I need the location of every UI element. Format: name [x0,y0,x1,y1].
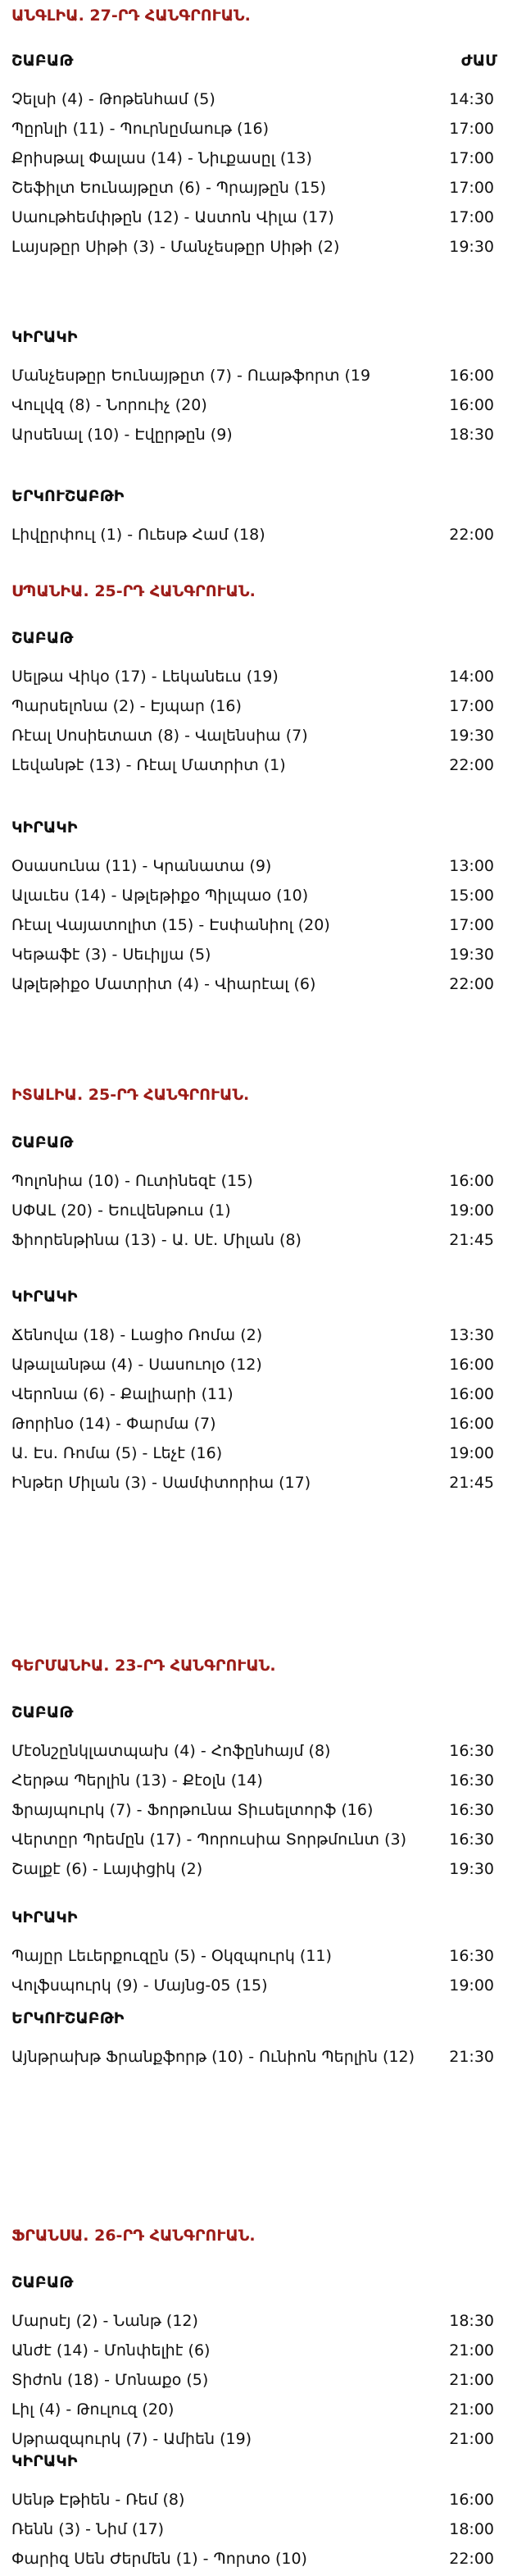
match-row [11,1771,494,1798]
day-label: ԵՐԿՈՒՇԱԲԹԻ [11,487,125,505]
match-time: 21:00 [449,2341,494,2359]
match-teams: Պոլոնիա (10) - Ուտինեզէ (15) [11,1172,253,1190]
match-teams: Ինթեր Միլան (3) - Սամփտորիա (17) [11,1474,311,1492]
match-teams: Ռէալ Սոսիետատ (8) - Վալենսիա (7) [11,727,308,745]
match-row [11,2491,494,2517]
match-time: 21:45 [449,1474,494,1492]
match-time: 21:00 [449,2400,494,2419]
match-time: 22:00 [449,975,494,993]
match-time: 16:30 [449,1831,494,1849]
match-row [11,1201,494,1228]
match-teams: Պայըր Լեւերքուզըն (5) - Օկզպուրկ (11) [11,1947,332,1965]
match-teams: Սթրազպուրկ (7) - Ամիեն (19) [11,2430,252,2448]
match-teams: Տիժոն (18) - Մոնաքօ (5) [11,2371,209,2389]
match-teams: Վոլֆսպուրկ (9) - Մայնց-05 (15) [11,1976,268,1995]
match-row [11,1444,494,1470]
match-time: 17:00 [449,179,494,197]
day-label: ԿԻՐԱԿԻ [11,1288,78,1306]
match-teams: Հերթա Պերլին (13) - Քէօլն (14) [11,1771,263,1790]
day-label: ՇԱԲԱԹ [11,2273,74,2291]
match-teams: Լեվանթէ (13) - Ռէալ Մատրիտ (1) [11,756,286,774]
match-time: 18:30 [449,2312,494,2330]
match-teams: Քրիսթալ Փալաս (14) - Նիւքասըլ (13) [11,149,312,167]
match-time: 19:00 [449,1444,494,1462]
match-row [11,756,494,782]
match-teams: Թորինօ (14) - Փարմա (7) [11,1415,216,1433]
match-row [11,179,494,205]
match-teams: Պարսելոնա (2) - Էյպար (16) [11,697,242,715]
match-row [11,396,494,422]
match-row [11,2048,494,2074]
match-teams: Լիլ (4) - Թուլուզ (20) [11,2400,175,2419]
match-row [11,2550,494,2576]
match-time: 17:00 [449,208,494,226]
match-time: 18:30 [449,426,494,444]
match-time: 17:00 [449,120,494,138]
match-time: 16:30 [449,1947,494,1965]
match-teams: Պըրնլի (11) - Պուրնըմաութ (16) [11,120,270,138]
match-time: 13:00 [449,857,494,875]
match-time: 16:00 [449,1385,494,1403]
match-time: 19:00 [449,1201,494,1220]
day-label: ԿԻՐԱԿԻ [11,1908,78,1926]
match-teams: Աթալանթա (4) - Սասուոլօ (12) [11,1356,262,1374]
match-row [11,90,494,116]
match-teams: Ռենն (3) - Նիմ (17) [11,2520,165,2538]
match-time: 19:00 [449,1976,494,1995]
match-row [11,1326,494,1352]
match-row [11,1474,494,1500]
match-teams: Սաութհեմփթըն (12) - Աստոն Վիլա (17) [11,208,334,226]
match-time: 15:00 [449,887,494,905]
match-teams: Մէօնշընկլատպախ (4) - Հոֆընհայմ (8) [11,1742,331,1760]
match-time: 16:30 [449,1771,494,1790]
match-row [11,916,494,942]
match-teams: Սենթ Էթիեն - Ռեմ (8) [11,2491,185,2509]
match-row [11,238,494,264]
match-time: 17:00 [449,916,494,934]
league-title: ԱՆԳԼԻԱ. 27-ՐԴ ՀԱՆԳՐՈՒԱՆ. [11,7,251,25]
match-row [11,946,494,972]
match-time: 16:00 [449,367,494,385]
time-column-header: ԺԱՄ [460,52,497,70]
match-row [11,1860,494,1886]
match-row [11,1742,494,1768]
day-label: ԵՐԿՈՒՇԱԲԹԻ [11,2009,125,2027]
match-row [11,526,494,552]
match-row [11,2400,494,2427]
match-time: 22:00 [449,2550,494,2568]
match-row [11,426,494,452]
match-time: 16:30 [449,1801,494,1819]
match-time: 21:00 [449,2371,494,2389]
league-title: ՍՊԱՆԻԱ. 25-ՐԴ ՀԱՆԳՐՈՒԱՆ. [11,582,256,600]
match-row [11,1831,494,1857]
day-label: ՇԱԲԱԹ [11,1133,74,1151]
match-row [11,1231,494,1257]
match-teams: Լիվըրփուլ (1) - Ուեսթ Համ (18) [11,526,265,544]
match-row [11,697,494,723]
match-teams: Անժէ (14) - Մոնփելիէ (6) [11,2341,211,2359]
match-teams: ՍՓԱԼ (20) - Եուվենթուս (1) [11,1201,231,1220]
match-teams: Վուլվզ (8) - Նորուիչ (20) [11,396,207,414]
match-row [11,1356,494,1382]
match-row [11,367,494,393]
match-teams: Ճենովա (18) - Լացիօ Ռոմա (2) [11,1326,263,1344]
league-title: ԳԵՐՄԱՆԻԱ. 23-ՐԴ ՀԱՆԳՐՈՒԱՆ. [11,1657,276,1675]
day-label: ԿԻՐԱԿԻ [11,818,78,837]
match-teams: Ֆիորենթինա (13) - Ա. Սէ. Միլան (8) [11,1231,302,1249]
match-row [11,208,494,235]
match-time: 16:00 [449,2491,494,2509]
match-teams: Աթլեթիքօ Մատրիտ (4) - Վիարէալ (6) [11,975,316,993]
match-time: 14:00 [449,668,494,686]
match-time: 18:00 [449,2520,494,2538]
match-row [11,2371,494,2397]
match-row [11,1801,494,1827]
match-row [11,975,494,1001]
match-row [11,149,494,176]
match-row [11,1385,494,1411]
match-teams: Ալաւես (14) - Աթլեթիքօ Պիլպաօ (10) [11,887,309,905]
match-time: 19:30 [449,1860,494,1878]
match-teams: Օսասունա (11) - Կրանատա (9) [11,857,272,875]
match-time: 17:00 [449,697,494,715]
match-row [11,727,494,753]
match-time: 21:00 [449,2430,494,2448]
match-time: 19:30 [449,727,494,745]
match-teams: Չելսի (4) - Թոթենհամ (5) [11,90,215,108]
match-teams: Վերտըր Պրեմըն (17) - Պորուսիա Տորթմունտ (3) [11,1831,406,1849]
match-time: 16:00 [449,1356,494,1374]
match-row [11,1172,494,1198]
match-teams: Կեթաֆէ (3) - Սեւիլյա (5) [11,946,211,964]
match-row [11,2312,494,2338]
match-time: 22:00 [449,756,494,774]
match-row [11,2430,494,2456]
match-row [11,668,494,694]
match-row [11,887,494,913]
match-time: 22:00 [449,526,494,544]
match-time: 14:30 [449,90,494,108]
match-teams: Լայսթըր Սիթի (3) - Մանչեսթըր Սիթի (2) [11,238,340,256]
match-teams: Սելթա Վիկօ (17) - Լեկանեւս (19) [11,668,279,686]
match-time: 21:45 [449,1231,494,1249]
match-time: 21:30 [449,2048,494,2066]
match-teams: Այնթրախթ Ֆրանքֆորթ (10) - Ունիոն Պերլին (12) [11,2048,415,2066]
match-time: 19:30 [449,946,494,964]
match-row [11,1976,494,2003]
day-label: ԿԻՐԱԿԻ [11,2452,78,2470]
day-label: ՇԱԲԱԹ [11,629,74,647]
match-row [11,2520,494,2546]
match-teams: Փարիզ Սեն Ժերմեն (1) - Պորտօ (10) [11,2550,307,2568]
match-row [11,1947,494,1973]
match-teams: Արսենալ (10) - Էվըրթըն (9) [11,426,233,444]
match-row [11,2341,494,2368]
match-time: 16:00 [449,1172,494,1190]
match-teams: Վերոնա (6) - Քալիարի (11) [11,1385,234,1403]
match-row [11,857,494,883]
match-teams: Ռէալ Վայատոլիտ (15) - Էսփանիոլ (20) [11,916,330,934]
day-label: ՇԱԲԱԹ [11,1703,74,1721]
match-teams: Շեֆիլտ Եունայթըտ (6) - Պրայթըն (15) [11,179,326,197]
match-time: 16:00 [449,1415,494,1433]
match-row [11,120,494,146]
match-row [11,1415,494,1441]
match-time: 19:30 [449,238,494,256]
match-teams: Շալքէ (6) - Լայփցիկ (2) [11,1860,203,1878]
day-label: ԿԻՐԱԿԻ [11,328,78,346]
day-label: ՇԱԲԱԹ [11,52,74,70]
match-teams: Ա. Էս. Ռոմա (5) - Լեչէ (16) [11,1444,223,1462]
match-teams: Ֆրայպուրկ (7) - Ֆորթունա Տիւսելտորֆ (16) [11,1801,374,1819]
match-time: 16:00 [449,396,494,414]
match-time: 13:30 [449,1326,494,1344]
match-teams: Մանչեսթըր Եունայթըտ (7) - Ուաթֆորտ (19 [11,367,371,385]
league-title: ՖՐԱՆՍԱ. 26-ՐԴ ՀԱՆԳՐՈՒԱՆ. [11,2227,256,2245]
league-title: ԻՏԱԼԻԱ. 25-ՐԴ ՀԱՆԳՐՈՒԱՆ. [11,1086,250,1104]
match-time: 16:30 [449,1742,494,1760]
match-teams: Մարսէյ (2) - Նանթ (12) [11,2312,198,2330]
match-time: 17:00 [449,149,494,167]
